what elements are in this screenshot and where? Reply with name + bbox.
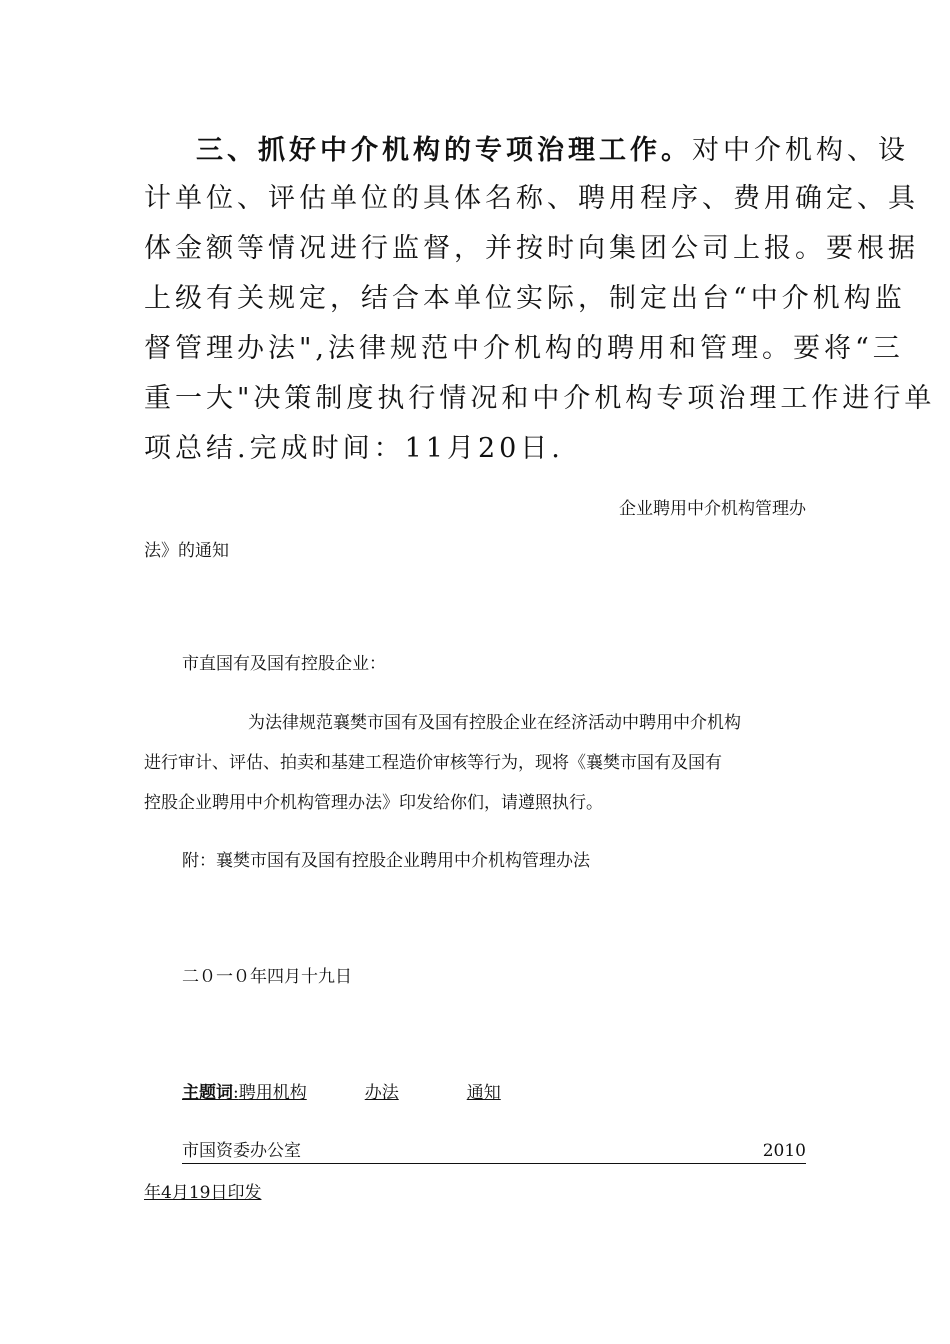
section3-line4: 上级有关规定，结合本单位实际，制定出台“中介机构监	[144, 283, 906, 314]
section3-heading: 三、抓好中介机构的专项治理工作。	[196, 135, 692, 166]
section3-line7: 项总结.完成时间：11月20日.	[144, 433, 564, 464]
keyword-1: 聘用机构	[238, 1083, 307, 1103]
section3-line6: 重一大"决策制度执行情况和中介机构专项治理工作进行单	[144, 383, 936, 414]
notice-addressee: 市直国有及国有控股企业：	[182, 654, 386, 674]
keywords-separator: :	[233, 1083, 239, 1103]
print-date: 年4月19日印发	[144, 1183, 262, 1203]
keywords-label: 主题词	[182, 1083, 233, 1103]
section3-line3: 体金额等情况进行监督，并按时向集团公司上报。要根据	[144, 233, 919, 264]
notice-attachment: 附：襄樊市国有及国有控股企业聘用中介机构管理办法	[182, 851, 590, 871]
notice-title-line2: 法》的通知	[144, 541, 229, 561]
keyword-2: 办法	[364, 1083, 399, 1103]
notice-date: 二０一０年四月十九日	[182, 967, 352, 987]
issuer-name: 市国资委办公室	[182, 1141, 301, 1161]
notice-body-line2: 进行审计、评估、拍卖和基建工程造价审核等行为，现将《襄樊市国有及国有	[144, 753, 722, 773]
notice-body-line3: 控股企业聘用中介机构管理办法》印发给你们，请遵照执行。	[144, 793, 603, 813]
notice-title-line1: 企业聘用中介机构管理办	[619, 499, 806, 519]
section3-line1-text: 对中介机构、设	[692, 135, 909, 166]
keyword-3: 通知	[466, 1083, 501, 1103]
section3-line2: 计单位、评估单位的具体名称、聘用程序、费用确定、具	[144, 183, 919, 214]
issue-year: 2010	[762, 1141, 806, 1161]
section3-line5: 督管理办法",法律规范中介机构的聘用和管理。要将“三	[144, 333, 904, 364]
section3-line1	[144, 135, 909, 166]
keywords-line	[182, 1082, 501, 1104]
notice-body-line1: 为法律规范襄樊市国有及国有控股企业在经济活动中聘用中介机构	[248, 713, 741, 733]
